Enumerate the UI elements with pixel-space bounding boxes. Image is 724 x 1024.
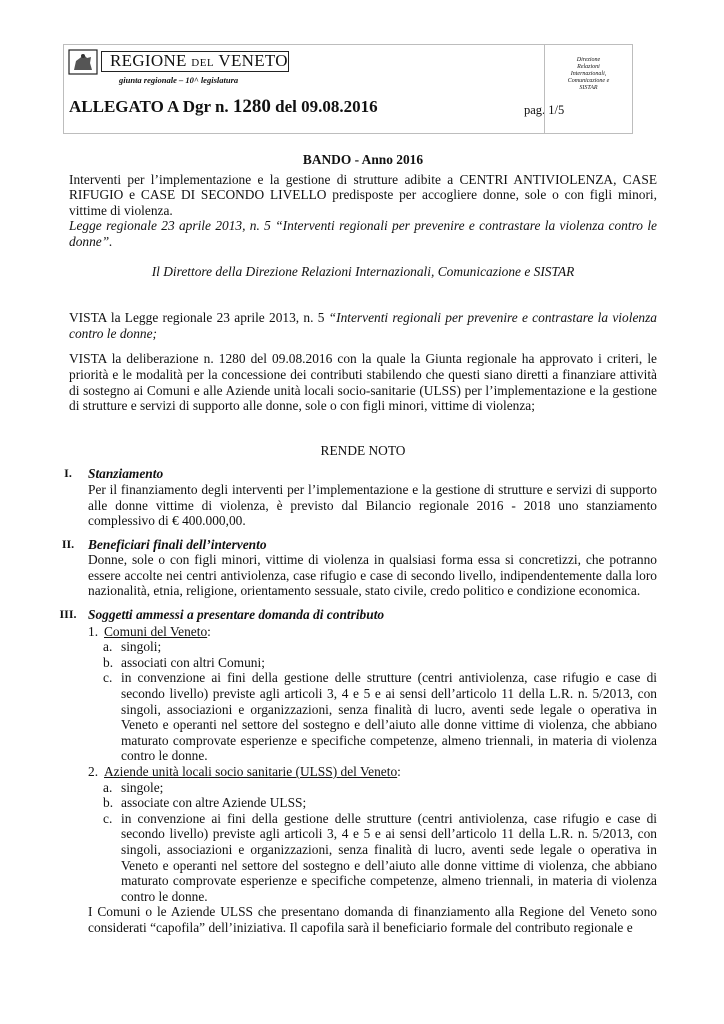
bando-title: BANDO - Anno 2016: [302, 152, 424, 167]
lion-crest-icon: [68, 49, 98, 75]
section-number: II.: [61, 536, 75, 551]
director-line: Il Direttore della Direzione Relazioni Internazionali, Comunicazione e SISTAR: [151, 263, 575, 279]
logo-wordmark: REGIONE DEL VENETO: [101, 51, 289, 72]
section-title: Beneficiari finali dell’intervento: [88, 536, 267, 552]
list-item: c. in convenzione ai fini della gestione delle strutture (centri antiviolenza, case rifugio e case di secondo livello) previste agli articoli 3, 4 e 5 e ai sensi dell’articolo 11 della L.R. n. 5/2013, con singoli, associazioni e organizzazioni, senza finalità di lucro, aventi sede legale o operativa in Veneto e operanti nel settore del sostegno e dell’aiuto alle donne vittime di violenza, che abbiano maturato comprovate esperienze e specifiche competenze, almeno triennali, in materia di violenza contro le donne.: [103, 810, 657, 904]
section-title: Stanziamento: [88, 466, 164, 482]
section-beneficiari: [61, 536, 657, 599]
document-header: [63, 44, 633, 134]
list-item-ulss: 2. Aziende unità locali socio sanitarie (ULSS) del Veneto:: [88, 764, 401, 779]
allegato-title: ALLEGATO A Dgr n. 1280 del 09.08.2016: [69, 96, 378, 117]
section-text: Per il finanziamento degli interventi per l’implementazione e la gestione di strutture e servizi di supporto alle donne vittime di violenza, è previsto dal Bilancio regionale 2016 - 2018 uno stanziamento complessivo di € 400.000,00.: [88, 481, 657, 529]
section-title: Soggetti ammessi a presentare domanda di contributo: [88, 607, 385, 623]
document-body: [59, 152, 657, 936]
vista-law-paragraph: VISTA la Legge regionale 23 aprile 2013, n. 5 “Interventi regionali per prevenire e contrastare la violenza contro le donne;: [69, 310, 657, 341]
department-label: Direzione Relazioni Internazionali, Comunicazione e SISTAR: [544, 45, 632, 133]
list-label: Comuni del Veneto: [104, 623, 208, 639]
page-number: pag. 1/5: [524, 103, 565, 117]
closing-paragraph: I Comuni o le Aziende ULSS che presentano domanda di finanziamento alla Regione del Veneto sono considerati “capofila” dell’iniziativa. Il capofila sarà il beneficiario formale del contributo regionale e: [88, 904, 657, 935]
legislature-subtitle: giunta regionale – 10^ legislatura: [119, 75, 239, 85]
list-item: b. associati con altri Comuni;: [103, 654, 265, 670]
section-number: I.: [64, 466, 72, 481]
vista-deliberation-paragraph: VISTA la deliberazione n. 1280 del 09.08.2016 con la quale la Giunta regionale ha approvato i criteri, le priorità e le modalità per la concessione dei contributi stabilendo che questi siano diretti a finanziare attività di sostegno ai Comuni e alle Aziende unità locali socio-sanitarie (ULSS) per l’implementazione e la gestione di strutture e servizi di supporto alle donne, sole o con figli minori, vittime di violenza;: [69, 351, 657, 414]
regione-veneto-logo: [68, 49, 290, 75]
intro-paragraph: Interventi per l’implementazione e la gestione di strutture adibite a CENTRI ANTIVIOLENZA, CASE RIFUGIO e CASE DI SECONDO LIVELLO predisposte per accogliere donne, sole o con figli minori, vittime di violenza.: [69, 171, 657, 218]
law-reference: Legge regionale 23 aprile 2013, n. 5 “Interventi regionali per prevenire e contrastare la violenza contro le donne”.: [69, 218, 657, 249]
list-item: a. singoli;: [103, 639, 162, 655]
list-item: c. in convenzione ai fini della gestione delle strutture (centri antiviolenza, case rifugio e case di secondo livello) previste agli articoli 3, 4 e 5 e ai sensi dell’articolo 11 della L.R. n. 5/2013, con singoli, associazioni e organizzazioni, senza finalità di lucro, aventi sede legale o operativa in Veneto e operanti nel settore del sostegno e dell’aiuto alle donne vittime di violenza, che abbiano maturato comprovate esperienze e specifiche competenze, almeno triennali, in materia di violenza contro le donne.: [103, 670, 657, 764]
section-text: Donne, sole o con figli minori, vittime di violenza in qualsiasi forma essa si concretizzi, che potranno essere accolte nei centri antiviolenza, case rifugio e case di secondo livello, indipendentemente dalla loro nazionalità, etnia, religione, orientamento sessuale, stato civile, credo politico e condizione economica.: [88, 552, 657, 599]
list-item-comuni: 1. Comuni del Veneto:: [88, 623, 211, 639]
section-number: III.: [59, 607, 77, 622]
rende-noto-heading: RENDE NOTO: [320, 442, 406, 458]
list-item: a. singole;: [103, 779, 164, 795]
list-item: b. associate con altre Aziende ULSS;: [103, 795, 307, 811]
section-soggetti: [59, 607, 657, 935]
list-label: Aziende unità locali socio sanitarie (ULSS) del Veneto: [104, 764, 398, 779]
section-stanziamento: [64, 466, 657, 529]
